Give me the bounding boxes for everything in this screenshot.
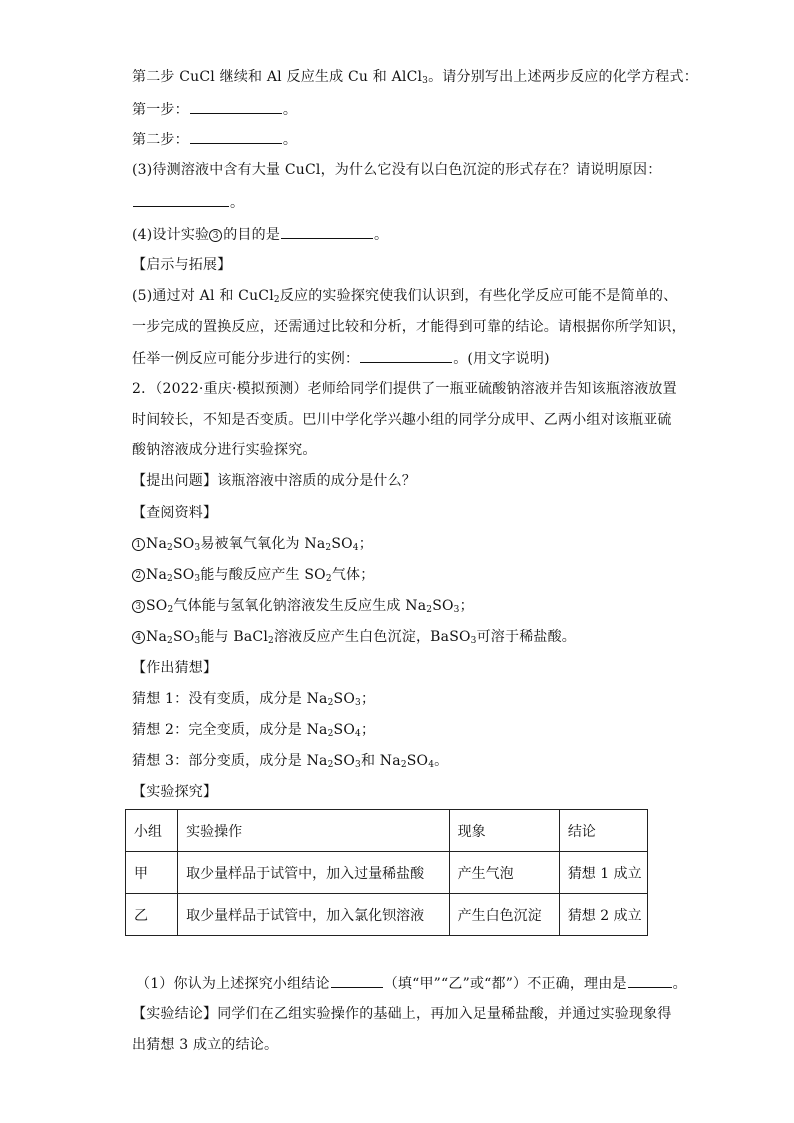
reference-item-4: 4 $Na_2SO_3$能与 BaCl$_2$溶液反应产生白色沉淀，BaSO$_3$可溶于稀盐酸。: [132, 627, 672, 647]
table-header-row: [126, 810, 648, 852]
table-header-cell: 现象: [449, 810, 559, 852]
table-row: [126, 852, 648, 894]
conclusion-line-2: 出猜想 3 成立的结论。: [132, 1037, 279, 1053]
circled-number: 2: [132, 569, 145, 582]
question-5-line-2: 一步完成的置换反应，还需通过比较和分析，才能得到可靠的结论。请根据你所学知识，: [132, 319, 686, 335]
table-cell: 取少量样品于试管中，加入过量稀盐酸: [178, 852, 450, 894]
table-header-cell: 结论: [559, 810, 647, 852]
experiment-table: [125, 809, 648, 936]
table-cell: 产生气泡: [449, 852, 559, 894]
section-heading-question: 【提出问题】该瓶溶液中溶质的成分是什么？: [132, 473, 416, 489]
step2-intro-line: 第二步 CuCl 继续和 Al 反应生成 Cu 和 AlCl$_3$。请分别写出上述两步反应的化学方程式：: [132, 69, 698, 86]
question-5-line-1: (5)通过对 Al 和 CuCl$_2$反应的实验探究使我们认识到，有些化学反应可能不是简单的、: [132, 288, 678, 305]
reference-item-3: 3 $SO_2$气体能与氢氧化钠溶液发生反应生成 $Na_2SO_3$；: [132, 596, 672, 616]
section-heading-inspiration: 【启示与拓展】: [132, 257, 232, 273]
answer-blank[interactable]: [281, 224, 373, 239]
table-cell: 产生白色沉淀: [449, 894, 559, 936]
table-cell: 甲: [126, 852, 178, 894]
circled-number: 4: [132, 631, 145, 644]
section-heading-hypothesis: 【作出猜想】: [132, 660, 218, 676]
circled-number: 3: [132, 600, 145, 613]
table-header-cell: 实验操作: [178, 810, 450, 852]
table-cell: 取少量样品于试管中，加入氯化钡溶液: [178, 894, 450, 936]
question-5-line-3: 任举一例反应可能分步进行的实例： 。(用文字说明): [132, 348, 672, 369]
question-3-line: (3)待测溶液中含有大量 CuCl，为什么它没有以白色沉淀的形式存在？请说明原因：: [132, 162, 662, 178]
answer-blank[interactable]: [133, 192, 229, 207]
answer-blank[interactable]: [360, 348, 452, 363]
table-cell: 猜想 1 成立: [559, 852, 647, 894]
problem-2-line-2: 时间较长，不知是否变质。巴川中学化学兴趣小组的同学分成甲、乙两小组对该瓶亚硫: [132, 412, 672, 428]
followup-question-1: （1）你认为上述探究小组结论 （填“甲”“乙”或“都”）不正确，理由是 。: [136, 973, 676, 994]
problem-2-line-3: 酸钠溶液成分进行实验探究。: [132, 442, 317, 458]
reference-item-1: 1 $Na_2SO_3$易被氧气氧化为 $Na_2SO_4$；: [132, 534, 672, 554]
answer-blank[interactable]: [190, 99, 282, 114]
table-row: [126, 894, 648, 936]
table-cell: 乙: [126, 894, 178, 936]
question-4-line: (4)设计实验 3 的目的是 。: [132, 224, 672, 245]
section-heading-references: 【查阅资料】: [132, 505, 218, 521]
answer-blank[interactable]: [628, 973, 672, 988]
reference-item-2: 2 $Na_2SO_3$能与酸反应产生 $SO_2$气体；: [132, 565, 672, 585]
step1-answer-line: 第一步： 。: [132, 99, 672, 120]
hypothesis-1: 猜想 1：没有变质，成分是 $Na_2SO_3$；: [132, 691, 376, 708]
question-3-answer-line: 。: [132, 192, 672, 213]
answer-blank[interactable]: [190, 129, 282, 144]
problem-2-line-1: 2．（2022·重庆·模拟预测）老师给同学们提供了一瓶亚硫酸钠溶液并告知该瓶溶液放置: [132, 381, 677, 397]
table-cell: 猜想 2 成立: [559, 894, 647, 936]
hypothesis-2: 猜想 2：完全变质，成分是 $Na_2SO_4$；: [132, 722, 376, 739]
circled-number: 3: [209, 229, 222, 242]
conclusion-line-1: 【实验结论】同学们在乙组实验操作的基础上，再加入足量稀盐酸，并通过实验现象得: [132, 1006, 672, 1022]
hypothesis-3: 猜想 3：部分变质，成分是 $Na_2SO_3$和 $Na_2SO_4$。: [132, 753, 449, 770]
circled-number: 1: [132, 538, 145, 551]
section-heading-experiment: 【实验探究】: [132, 784, 218, 800]
step2-answer-line: 第二步： 。: [132, 129, 672, 150]
table-header-cell: 小组: [126, 810, 178, 852]
answer-blank[interactable]: [331, 973, 383, 988]
